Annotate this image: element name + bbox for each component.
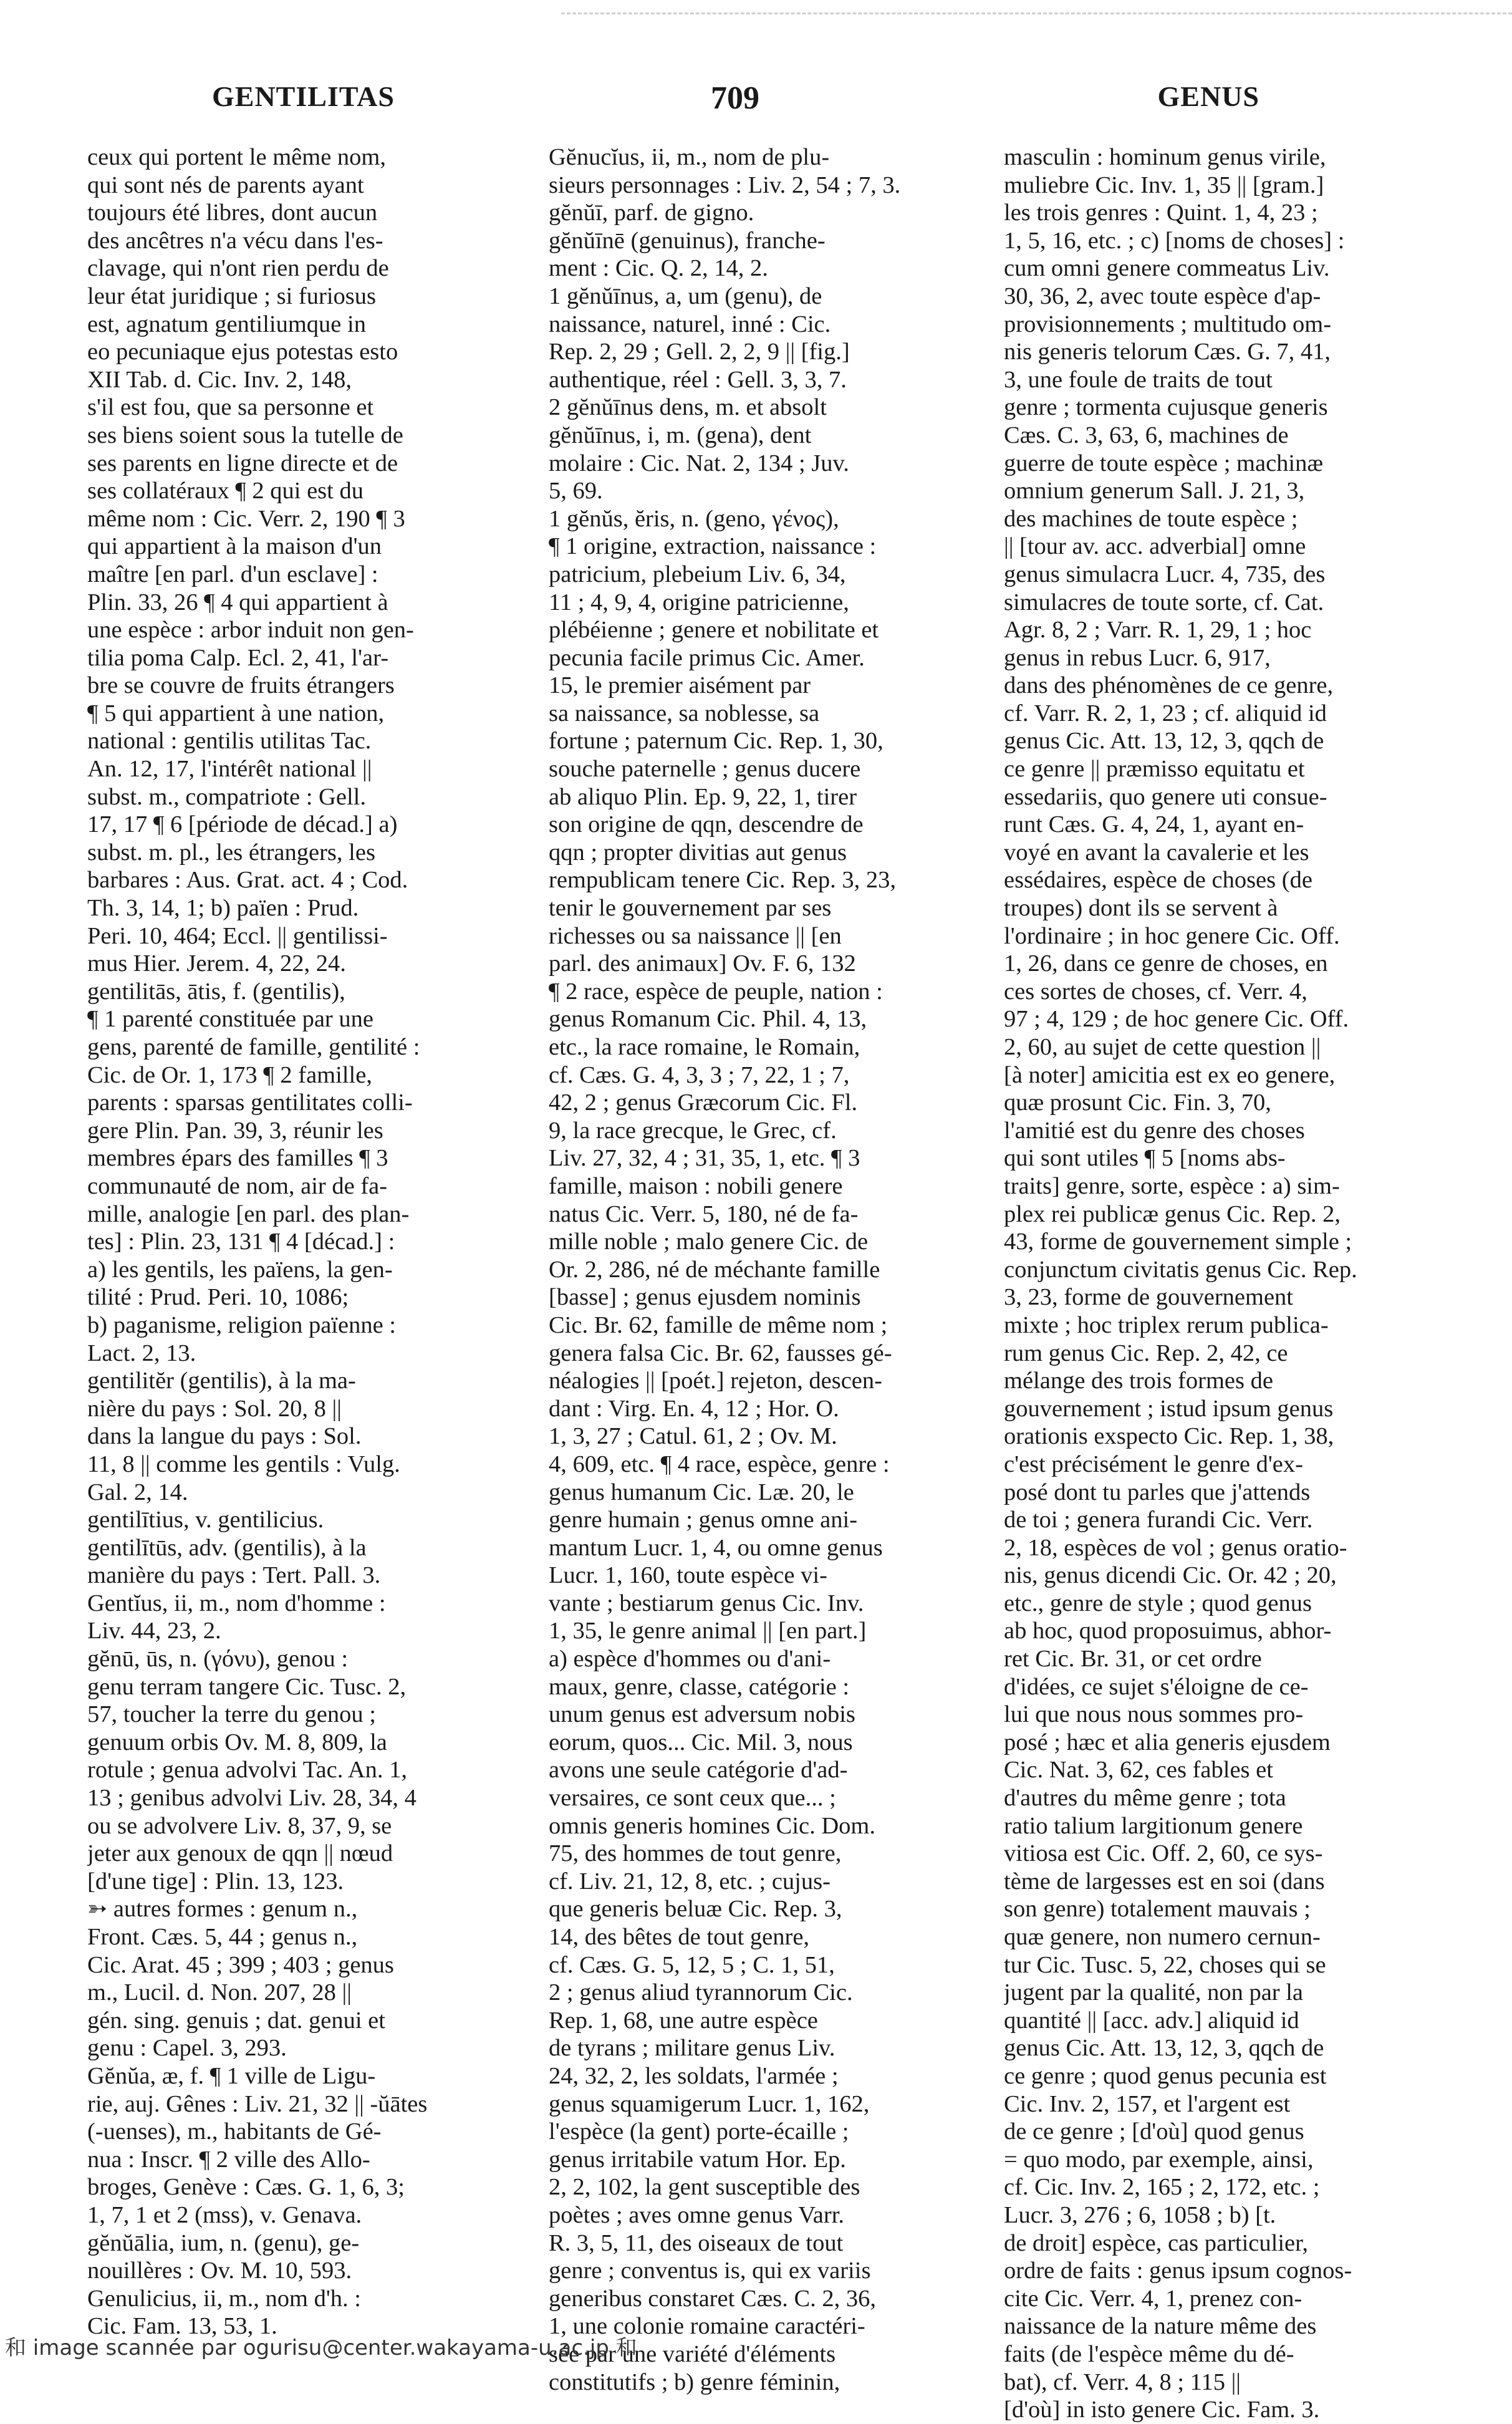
text-line: gĕnŭīnē (genuinus), franche-	[549, 227, 826, 254]
text-line: ab aliquo Plin. Ep. 9, 22, 1, tirer	[549, 783, 857, 810]
text-line: tilité : Prud. Peri. 10, 1086;	[87, 1284, 349, 1311]
text-line: Or. 2, 286, né de méchante famille	[549, 1256, 880, 1283]
text-line: orationis exspecto Cic. Rep. 1, 38,	[1004, 1423, 1334, 1450]
text-line: a) espèce d'hommes ou d'ani-	[549, 1646, 831, 1673]
text-line: Gĕnŭa, æ, f. ¶ 1 ville de Ligu-	[87, 2062, 376, 2089]
text-line: c'est précisément le genre d'ex-	[1004, 1451, 1303, 1477]
text-line: bat), cf. Verr. 4, 8 ; 115 ||	[1004, 2368, 1241, 2395]
text-line: cf. Varr. R. 2, 1, 23 ; cf. aliquid id	[1004, 700, 1327, 727]
text-line: nis, genus dicendi Cic. Or. 42 ; 20,	[1004, 1562, 1337, 1589]
text-line: patricium, plebeium Liv. 6, 34,	[549, 561, 846, 587]
text-line: posé dont tu parles que j'attends	[1004, 1479, 1311, 1505]
text-line: des ancêtres n'a vécu dans l'es-	[87, 227, 383, 254]
text-line: tes] : Plin. 23, 131 ¶ 4 [décad.] :	[87, 1229, 395, 1255]
text-line: troupes) dont ils se servent à	[1004, 895, 1278, 922]
text-line: genus squamigerum Lucr. 1, 162,	[549, 2090, 870, 2117]
text-line: guerre de toute espèce ; machinæ	[1004, 450, 1324, 476]
text-line: 15, le premier aisément par	[549, 672, 811, 699]
text-line: tème de largesses est en soi (dans	[1004, 1868, 1325, 1895]
text-line: mille, analogie [en parl. des plan-	[87, 1200, 410, 1227]
text-line: provisionnements ; multitudo om-	[1004, 311, 1332, 337]
text-line: muliebre Cic. Inv. 1, 35 || [gram.]	[1004, 171, 1324, 198]
text-line: || [tour av. acc. adverbial] omne	[1004, 533, 1306, 560]
text-line: vitiosa est Cic. Off. 2, 60, ce sys-	[1004, 1840, 1323, 1867]
text-line: sée par une variété d'éléments	[549, 2340, 836, 2367]
text-line: genus Romanum Cic. Phil. 4, 13,	[549, 1006, 867, 1033]
text-line: Cic. Inv. 2, 157, et l'argent est	[1004, 2090, 1291, 2117]
text-line: versaires, ce sont ceux que... ;	[549, 1785, 836, 1812]
text-line: national : gentilis utilitas Tac.	[87, 728, 372, 755]
text-line: simulacres de toute sorte, cf. Cat.	[1004, 589, 1324, 616]
text-line: 1 gĕnŭs, ĕris, n. (geno, γένος),	[549, 505, 839, 532]
text-line: 43, forme de gouvernement simple ;	[1004, 1229, 1352, 1255]
text-line: jugent par la qualité, non par la	[1004, 1979, 1304, 2006]
text-line: 2, 2, 102, la gent susceptible des	[549, 2174, 860, 2201]
text-line: tur Cic. Tusc. 5, 22, choses qui se	[1004, 1951, 1326, 1978]
text-line: Front. Cæs. 5, 44 ; genus n.,	[87, 1924, 358, 1950]
text-line: unum genus est adversum nobis	[549, 1701, 855, 1728]
text-line: plex rei publicæ genus Cic. Rep. 2,	[1004, 1200, 1341, 1227]
text-line: gén. sing. genuis ; dat. genui et	[87, 2007, 385, 2034]
text-line: 17, 17 ¶ 6 [période de décad.] a)	[87, 811, 398, 838]
text-line: quæ genere, non numero cernun-	[1004, 1924, 1321, 1950]
text-line: Gentĭus, ii, m., nom d'homme :	[87, 1590, 386, 1616]
text-line: 24, 32, 2, les soldats, l'armée ;	[549, 2062, 839, 2089]
text-line: mixte ; hoc triplex rerum publica-	[1004, 1311, 1329, 1338]
text-line: molaire : Cic. Nat. 2, 134 ; Juv.	[549, 450, 849, 476]
text-line: gere Plin. Pan. 39, 3, réunir les	[87, 1117, 383, 1144]
text-line: ses biens soient sous la tutelle de	[87, 422, 403, 448]
text-line: rum genus Cic. Rep. 2, 42, ce	[1004, 1340, 1288, 1366]
text-line: 42, 2 ; genus Græcorum Cic. Fl.	[549, 1089, 858, 1116]
text-line: constitutifs ; b) genre féminin,	[549, 2368, 840, 2395]
text-line: Lucr. 1, 160, toute espèce vi-	[549, 1562, 827, 1589]
page-header	[212, 80, 1259, 130]
text-line: 75, des hommes de tout genre,	[549, 1840, 842, 1867]
text-line: cite Cic. Verr. 4, 1, prenez con-	[1004, 2285, 1303, 2312]
text-line: de tyrans ; militare genus Liv.	[549, 2035, 835, 2062]
text-line: lui que nous nous sommes pro-	[1004, 1701, 1304, 1728]
text-line: ¶ 1 origine, extraction, naissance :	[549, 533, 877, 560]
text-line: genre humain ; genus omne ani-	[549, 1507, 858, 1533]
text-line: sa naissance, sa noblesse, sa	[549, 700, 820, 727]
text-line: nière du pays : Sol. 20, 8 ||	[87, 1395, 342, 1422]
text-line: mus Hier. Jerem. 4, 22, 24.	[87, 950, 346, 977]
text-column-2	[549, 143, 991, 2396]
text-line: omnis generis homines Cic. Dom.	[549, 1812, 875, 1839]
text-line: genera falsa Cic. Br. 62, fausses gé-	[549, 1340, 892, 1366]
text-line: Cic. Br. 62, famille de même nom ;	[549, 1311, 888, 1338]
text-line: parl. des animaux] Ov. F. 6, 132	[549, 950, 856, 977]
text-line: quantité || [acc. adv.] aliquid id	[1004, 2007, 1299, 2034]
text-line: 1, 3, 27 ; Catul. 61, 2 ; Ov. M.	[549, 1423, 837, 1450]
text-line: gĕnū, ūs, n. (γόνυ), genou :	[87, 1646, 349, 1673]
text-line: masculin : hominum genus virile,	[1004, 144, 1326, 170]
text-line: ces sortes de choses, cf. Verr. 4,	[1004, 978, 1307, 1005]
text-line: 1, 5, 16, etc. ; c) [noms de choses] :	[1004, 227, 1345, 254]
text-line: genu : Capel. 3, 293.	[87, 2035, 287, 2062]
text-line: R. 3, 5, 11, des oiseaux de tout	[549, 2229, 844, 2256]
text-line: bre se couvre de fruits étrangers	[87, 672, 395, 699]
text-line: XII Tab. d. Cic. Inv. 2, 148,	[87, 366, 352, 393]
text-line: ce genre || præmisso equitatu et	[1004, 756, 1305, 783]
text-line: Cic. Fam. 13, 53, 1.	[87, 2313, 277, 2340]
text-line: 1, 26, dans ce genre de choses, en	[1004, 950, 1328, 977]
text-line: qui appartient à la maison d'un	[87, 533, 382, 560]
text-line: etc., genre de style ; quod genus	[1004, 1590, 1312, 1616]
text-line: une espèce : arbor induit non gen-	[87, 617, 414, 644]
text-line: runt Cæs. G. 4, 24, 1, ayant en-	[1004, 811, 1304, 838]
text-line: Rep. 2, 29 ; Gell. 2, 2, 9 || [fig.]	[549, 339, 850, 365]
text-line: de toi ; genera furandi Cic. Verr.	[1004, 1507, 1313, 1533]
text-line: generibus constaret Cæs. C. 2, 36,	[549, 2285, 877, 2312]
text-line: ordre de faits : genus ipsum cognos-	[1004, 2257, 1352, 2284]
text-line: que generis beluæ Cic. Rep. 3,	[549, 1896, 842, 1923]
text-line: gens, parenté de famille, gentilité :	[87, 1034, 420, 1060]
text-line: conjunctum civitatis genus Cic. Rep.	[1004, 1256, 1357, 1283]
text-line: [d'une tige] : Plin. 13, 123.	[87, 1868, 344, 1895]
text-line: maux, genre, classe, catégorie :	[549, 1673, 850, 1700]
text-line: dans la langue du pays : Sol.	[87, 1423, 362, 1450]
text-line: 1 gĕnŭīnus, a, um (genu), de	[549, 282, 822, 309]
text-line: de droit] espèce, cas particulier,	[1004, 2229, 1309, 2256]
text-line: Cic. de Or. 1, 173 ¶ 2 famille,	[87, 1061, 372, 1088]
text-line: Th. 3, 14, 1; b) païen : Prud.	[87, 895, 359, 922]
text-line: voyé en avant la cavalerie et les	[1004, 839, 1309, 866]
text-line: parents : sparsas gentilitates colli-	[87, 1089, 413, 1116]
text-line: cf. Cæs. G. 4, 3, 3 ; 7, 22, 1 ; 7,	[549, 1061, 850, 1088]
text-line: ret Cic. Br. 31, or cet ordre	[1004, 1646, 1262, 1673]
text-line: sieurs personnages : Liv. 2, 54 ; 7, 3.	[549, 171, 901, 198]
text-line: genus in rebus Lucr. 6, 917,	[1004, 644, 1271, 671]
text-line: 2, 60, au sujet de cette question ||	[1004, 1034, 1321, 1060]
text-line: gĕnŭī, parf. de gigno.	[549, 200, 754, 226]
text-line: barbares : Aus. Grat. act. 4 ; Cod.	[87, 867, 408, 894]
text-line: ¶ 1 parenté constituée par une	[87, 1006, 373, 1033]
text-line: genus Cic. Att. 13, 12, 3, qqch de	[1004, 728, 1324, 755]
text-line: jeter aux genoux de qqn || nœud	[87, 1840, 393, 1867]
text-line: omnium generum Sall. J. 21, 3,	[1004, 478, 1305, 505]
text-line: 11, 8 || comme les gentils : Vulg.	[87, 1451, 400, 1477]
text-line: fortune ; paternum Cic. Rep. 1, 30,	[549, 728, 884, 755]
text-line: An. 12, 17, l'intérêt national ||	[87, 756, 372, 783]
text-line: genuum orbis Ov. M. 8, 809, la	[87, 1729, 387, 1755]
text-line: pecunia facile primus Cic. Amer.	[549, 644, 865, 671]
text-line: 5, 69.	[549, 478, 603, 505]
text-line: ses parents en ligne directe et de	[87, 450, 398, 476]
text-line: (-uenses), m., habitants de Gé-	[87, 2118, 382, 2145]
text-line: Genulicius, ii, m., nom d'h. :	[87, 2285, 361, 2312]
text-column-1	[87, 143, 530, 2340]
text-line: posé ; hæc et alia generis ejusdem	[1004, 1729, 1331, 1755]
text-line: manière du pays : Tert. Pall. 3.	[87, 1562, 381, 1589]
text-line: 2, 18, espèces de vol ; genus oratio-	[1004, 1534, 1347, 1561]
text-line: l'espèce (la gent) porte-écaille ;	[549, 2118, 849, 2145]
text-line: gĕnŭīnus, i, m. (gena), dent	[549, 422, 812, 448]
scan-credit-footer: 和 image scannée par ogurisu@center.wakayama-u.ac.jp 和	[5, 2335, 637, 2360]
text-line: a) les gentils, les païens, la gen-	[87, 1256, 393, 1283]
text-line: [d'où] in isto genere Cic. Fam. 3.	[1004, 2397, 1320, 2423]
text-line: néalogies || [poét.] rejeton, descen-	[549, 1368, 882, 1394]
text-line: rotule ; genua advolvi Tac. An. 1,	[87, 1757, 408, 1784]
text-line: gentilitĕr (gentilis), à la ma-	[87, 1368, 356, 1394]
page-number: 709	[711, 80, 759, 116]
text-line: nis generis telorum Cæs. G. 7, 41,	[1004, 339, 1331, 365]
text-line: traits] genre, sorte, espèce : a) sim-	[1004, 1172, 1340, 1199]
text-line: naissance de la nature même des	[1004, 2313, 1317, 2340]
text-line: Agr. 8, 2 ; Varr. R. 1, 29, 1 ; hoc	[1004, 617, 1312, 644]
text-line: essedariis, quo genere uti consue-	[1004, 783, 1327, 810]
text-line: Cæs. C. 3, 63, 6, machines de	[1004, 422, 1289, 448]
text-line: plébéienne ; genere et nobilitate et	[549, 617, 879, 644]
text-line: eo pecuniaque ejus potestas esto	[87, 339, 398, 365]
text-line: ¶ 2 race, espèce de peuple, nation :	[549, 978, 883, 1005]
text-line: Liv. 27, 32, 4 ; 31, 35, 1, etc. ¶ 3	[549, 1145, 860, 1172]
text-line: richesses ou sa naissance || [en	[549, 922, 842, 949]
text-line: ➳ autres formes : genum n.,	[87, 1896, 358, 1923]
text-line: authentique, réel : Gell. 3, 3, 7.	[549, 366, 847, 393]
text-line: avons une seule catégorie d'ad-	[549, 1757, 848, 1784]
text-line: 1, 35, le genre animal || [en part.]	[549, 1618, 867, 1644]
text-line: 57, toucher la terre du genou ;	[87, 1701, 376, 1728]
text-line: [à noter] amicitia est ex eo genere,	[1004, 1061, 1336, 1088]
running-head-left: GENTILITAS	[212, 80, 395, 112]
text-line: ceux qui portent le même nom,	[87, 144, 386, 170]
text-line: ment : Cic. Q. 2, 14, 2.	[549, 255, 768, 282]
text-line: natus Cic. Verr. 5, 180, né de fa-	[549, 1200, 859, 1227]
text-line: gentilitās, ātis, f. (gentilis),	[87, 978, 345, 1005]
text-line: mille noble ; malo genere Cic. de	[549, 1229, 869, 1255]
text-line: naissance, naturel, inné : Cic.	[549, 311, 831, 337]
text-line: ab hoc, quod proposuimus, abhor-	[1004, 1618, 1332, 1644]
text-line: Lact. 2, 13.	[87, 1340, 196, 1366]
text-line: son origine de qqn, descendre de	[549, 811, 864, 838]
text-line: qqn ; propter divitias aut genus	[549, 839, 847, 866]
text-line: genus simulacra Lucr. 4, 735, des	[1004, 561, 1326, 587]
text-line: tenir le gouvernement par ses	[549, 895, 832, 922]
text-line: cf. Cæs. G. 5, 12, 5 ; C. 1, 51,	[549, 1951, 835, 1978]
text-line: les trois genres : Quint. 1, 4, 23 ;	[1004, 200, 1318, 226]
text-line: genus Cic. Att. 13, 12, 3, qqch de	[1004, 2035, 1324, 2062]
text-line: qui sont nés de parents ayant	[87, 171, 364, 198]
text-line: qui sont utiles ¶ 5 [noms abs-	[1004, 1145, 1286, 1172]
text-line: famille, maison : nobili genere	[549, 1172, 843, 1199]
text-line: vante ; bestiarum genus Cic. Inv.	[549, 1590, 864, 1616]
text-line: même nom : Cic. Verr. 2, 190 ¶ 3	[87, 505, 405, 532]
top-scan-border	[561, 12, 1512, 14]
text-line: Cic. Nat. 3, 62, ces fables et	[1004, 1757, 1273, 1784]
text-line: cf. Cic. Inv. 2, 165 ; 2, 172, etc. ;	[1004, 2174, 1320, 2201]
text-line: Rep. 1, 68, une autre espèce	[549, 2007, 818, 2034]
text-line: de ce genre ; [d'où] quod genus	[1004, 2118, 1304, 2145]
text-line: 3, une foule de traits de tout	[1004, 366, 1273, 393]
text-line: membres épars des familles ¶ 3	[87, 1145, 388, 1172]
text-line: 11 ; 4, 9, 4, origine patricienne,	[549, 589, 849, 616]
text-line: gentilītūs, adv. (gentilis), à la	[87, 1534, 367, 1561]
text-line: nua : Inscr. ¶ 2 ville des Allo-	[87, 2146, 370, 2173]
text-line: Gal. 2, 14.	[87, 1479, 188, 1505]
text-line: dans des phénomènes de ce genre,	[1004, 672, 1334, 699]
text-line: rempublicam tenere Cic. Rep. 3, 23,	[549, 867, 897, 894]
text-line: tilia poma Calp. Ecl. 2, 41, l'ar-	[87, 644, 389, 671]
text-line: eorum, quos... Cic. Mil. 3, nous	[549, 1729, 853, 1755]
text-line: gentilītius, v. gentilicius.	[87, 1507, 324, 1533]
text-line: 4, 609, etc. ¶ 4 race, espèce, genre :	[549, 1451, 890, 1477]
text-line: ou se advolvere Liv. 8, 37, 9, se	[87, 1812, 392, 1839]
text-line: dant : Virg. En. 4, 12 ; Hor. O.	[549, 1395, 839, 1422]
text-line: 9, la race grecque, le Grec, cf.	[549, 1117, 837, 1144]
text-line: Cic. Arat. 45 ; 399 ; 403 ; genus	[87, 1951, 394, 1978]
text-line: mélange des trois formes de	[1004, 1368, 1273, 1394]
text-line: etc., la race romaine, le Romain,	[549, 1034, 860, 1060]
text-line: poètes ; aves omne genus Varr.	[549, 2201, 845, 2228]
text-line: genu terram tangere Cic. Tusc. 2,	[87, 1673, 407, 1700]
text-line: 97 ; 4, 129 ; de hoc genere Cic. Off.	[1004, 1006, 1349, 1033]
text-line: est, agnatum gentiliumque in	[87, 311, 366, 337]
text-line: ses collatéraux ¶ 2 qui est du	[87, 478, 364, 505]
text-line: ce genre ; quod genus pecunia est	[1004, 2062, 1327, 2089]
text-line: ¶ 5 qui appartient à une nation,	[87, 700, 385, 727]
text-line: s'il est fou, que sa personne et	[87, 394, 374, 421]
text-line: genus irritabile vatum Hor. Ep.	[549, 2146, 846, 2173]
text-line: genus humanum Cic. Læ. 20, le	[549, 1479, 854, 1505]
text-line: subst. m. pl., les étrangers, les	[87, 839, 375, 866]
text-line: 2 ; genus aliud tyrannorum Cic.	[549, 1979, 853, 2006]
text-line: Lucr. 3, 276 ; 6, 1058 ; b) [t.	[1004, 2201, 1276, 2228]
text-line: 30, 36, 2, avec toute espèce d'ap-	[1004, 282, 1321, 309]
text-line: 3, 23, forme de gouvernement	[1004, 1284, 1293, 1311]
text-line: rie, auj. Gênes : Liv. 21, 32 || -ŭātes	[87, 2090, 428, 2117]
text-line: b) paganisme, religion païenne :	[87, 1311, 396, 1338]
text-line: 1, une colonie romaine caractéri-	[549, 2313, 865, 2340]
text-line: gouvernement ; istud ipsum genus	[1004, 1395, 1334, 1422]
text-line: broges, Genève : Cæs. G. 1, 6, 3;	[87, 2174, 405, 2201]
text-line: quæ prosunt Cic. Fin. 3, 70,	[1004, 1089, 1271, 1116]
text-line: Peri. 10, 464; Eccl. || gentilissi-	[87, 922, 388, 949]
text-line: nouillères : Ov. M. 10, 593.	[87, 2257, 352, 2284]
text-column-3	[1004, 143, 1447, 2424]
text-line: genre ; tormenta cujusque generis	[1004, 394, 1328, 421]
text-line: ratio talium largitionum genere	[1004, 1812, 1303, 1839]
text-line: cum omni genere commeatus Liv.	[1004, 255, 1330, 282]
running-head-right: GENUS	[1157, 80, 1259, 112]
text-line: son genre) totalement mauvais ;	[1004, 1896, 1311, 1923]
text-line: l'ordinaire ; in hoc genere Cic. Off.	[1004, 922, 1340, 949]
text-line: des machines de toute espèce ;	[1004, 505, 1298, 532]
text-line: subst. m., compatriote : Gell.	[87, 783, 366, 810]
text-line: Plin. 33, 26 ¶ 4 qui appartient à	[87, 589, 388, 616]
text-line: Gĕnucĭus, ii, m., nom de plu-	[549, 144, 830, 170]
text-line: leur état juridique ; si furiosus	[87, 282, 376, 309]
text-line: [basse] ; genus ejusdem nominis	[549, 1284, 861, 1311]
text-line: souche paternelle ; genus ducere	[549, 756, 861, 783]
text-line: 14, des bêtes de tout genre,	[549, 1924, 810, 1950]
text-line: 2 gĕnŭīnus dens, m. et absolt	[549, 394, 827, 421]
text-line: toujours été libres, dont aucun	[87, 200, 378, 226]
text-line: d'autres du même genre ; tota	[1004, 1785, 1286, 1812]
text-line: 13 ; genibus advolvi Liv. 28, 34, 4	[87, 1785, 417, 1812]
text-line: essédaires, espèce de choses (de	[1004, 867, 1312, 894]
text-line: cf. Liv. 21, 12, 8, etc. ; cujus-	[549, 1868, 831, 1895]
text-line: faits (de l'espèce même du dé-	[1004, 2340, 1294, 2367]
text-line: 1, 7, 1 et 2 (mss), v. Genava.	[87, 2201, 362, 2228]
text-line: Liv. 44, 23, 2.	[87, 1618, 221, 1644]
text-line: genre ; conventus is, qui ex variis	[549, 2257, 871, 2284]
text-line: = quo modo, par exemple, ainsi,	[1004, 2146, 1314, 2173]
text-line: mantum Lucr. 1, 4, ou omne genus	[549, 1534, 883, 1561]
text-line: gĕnŭālia, ium, n. (genu), ge-	[87, 2229, 360, 2256]
text-line: clavage, qui n'ont rien perdu de	[87, 255, 389, 282]
text-line: m., Lucil. d. Non. 207, 28 ||	[87, 1979, 352, 2006]
text-line: communauté de nom, air de fa-	[87, 1172, 388, 1199]
text-line: maître [en parl. d'un esclave] :	[87, 561, 378, 587]
text-line: d'idées, ce sujet s'éloigne de ce-	[1004, 1673, 1309, 1700]
text-line: l'amitié est du genre des choses	[1004, 1117, 1305, 1144]
